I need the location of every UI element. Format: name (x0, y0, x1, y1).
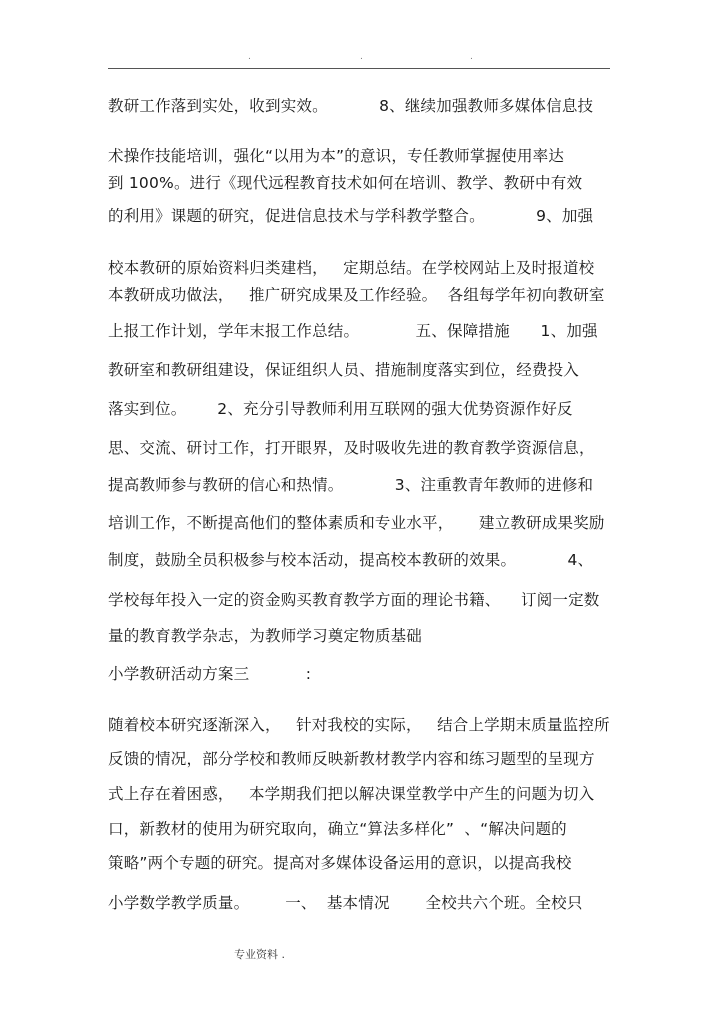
text-line: 上报工作计划，学年末报工作总结。 五、保障措施 1、加强 (108, 322, 598, 340)
header-rule (108, 68, 610, 69)
text-line: 提高教师参与教研的信心和热情。 3、注重教青年教师的进修和 (108, 476, 594, 494)
text-line: 落实到位。 2、充分引导教师利用互联网的强大优势资源作好反 (108, 400, 573, 418)
text-line: 教研室和教研组建设，保证组织人员、措施制度落实到位，经费投入 (108, 361, 580, 379)
text-line: 到 100%。进行《现代远程教育技术如何在培训、教学、教研中有效 (108, 174, 583, 192)
text-line: 培训工作，不断提高他们的整体素质和专业水平， 建立教研成果奖励 (108, 514, 605, 532)
text-line: 反馈的情况，部分学校和教师反映新教材教学内容和练习题型的呈现方 (108, 750, 595, 768)
text-line: 教研工作落到实处，收到实效。 8、继续加强教师多媒体信息技 (108, 97, 594, 115)
text-line: 量的教育教学杂志，为教师学习奠定物质基础 (108, 627, 423, 645)
text-line: 学校每年投入一定的资金购买教育教学方面的理论书籍、 订阅一定数 (108, 591, 600, 609)
text-line: 思、交流、研讨工作，打开眼界，及时吸收先进的教育教学资源信息， (108, 439, 595, 457)
header-dot: . (248, 52, 251, 62)
header-dot: . (360, 52, 363, 62)
text-line: 的利用》课题的研究，促进信息技术与学科教学整合。 9、加强 (108, 207, 594, 225)
text-line: 制度，鼓励全员积极参与校本活动，提高校本教研的效果。 4、 (108, 551, 594, 569)
page-footer: 专业资料 . (234, 948, 285, 961)
text-line: 随着校本研究逐渐深入， 针对我校的实际， 结合上学期末质量监控所 (108, 716, 610, 734)
text-line: 口，新教材的使用为研究取向，确立“算法多样化” 、“解决问题的 (108, 820, 567, 838)
text-line: 小学数学教学质量。 一、 基本情况 全校共六个班。全校只 (108, 894, 583, 912)
text-line: 本教研成功做法， 推广研究成果及工作经验。 各组每学年初向教研室 (108, 286, 605, 304)
text-line: 式上存在着困惑， 本学期我们把以解决课堂教学中产生的问题为切入 (108, 785, 595, 803)
text-line: 校本教研的原始资料归类建档， 定期总结。在学校网站上及时报道校 (108, 259, 595, 277)
section-heading: 小学教研活动方案三 : (108, 665, 312, 683)
header-dot: . (470, 52, 473, 62)
text-line: 术操作技能培训，强化“以用为本”的意识，专任教师掌握使用率达 (108, 147, 565, 165)
text-line: 策略”两个专题的研究。提高对多媒体设备运用的意识，以提高我校 (108, 854, 572, 872)
